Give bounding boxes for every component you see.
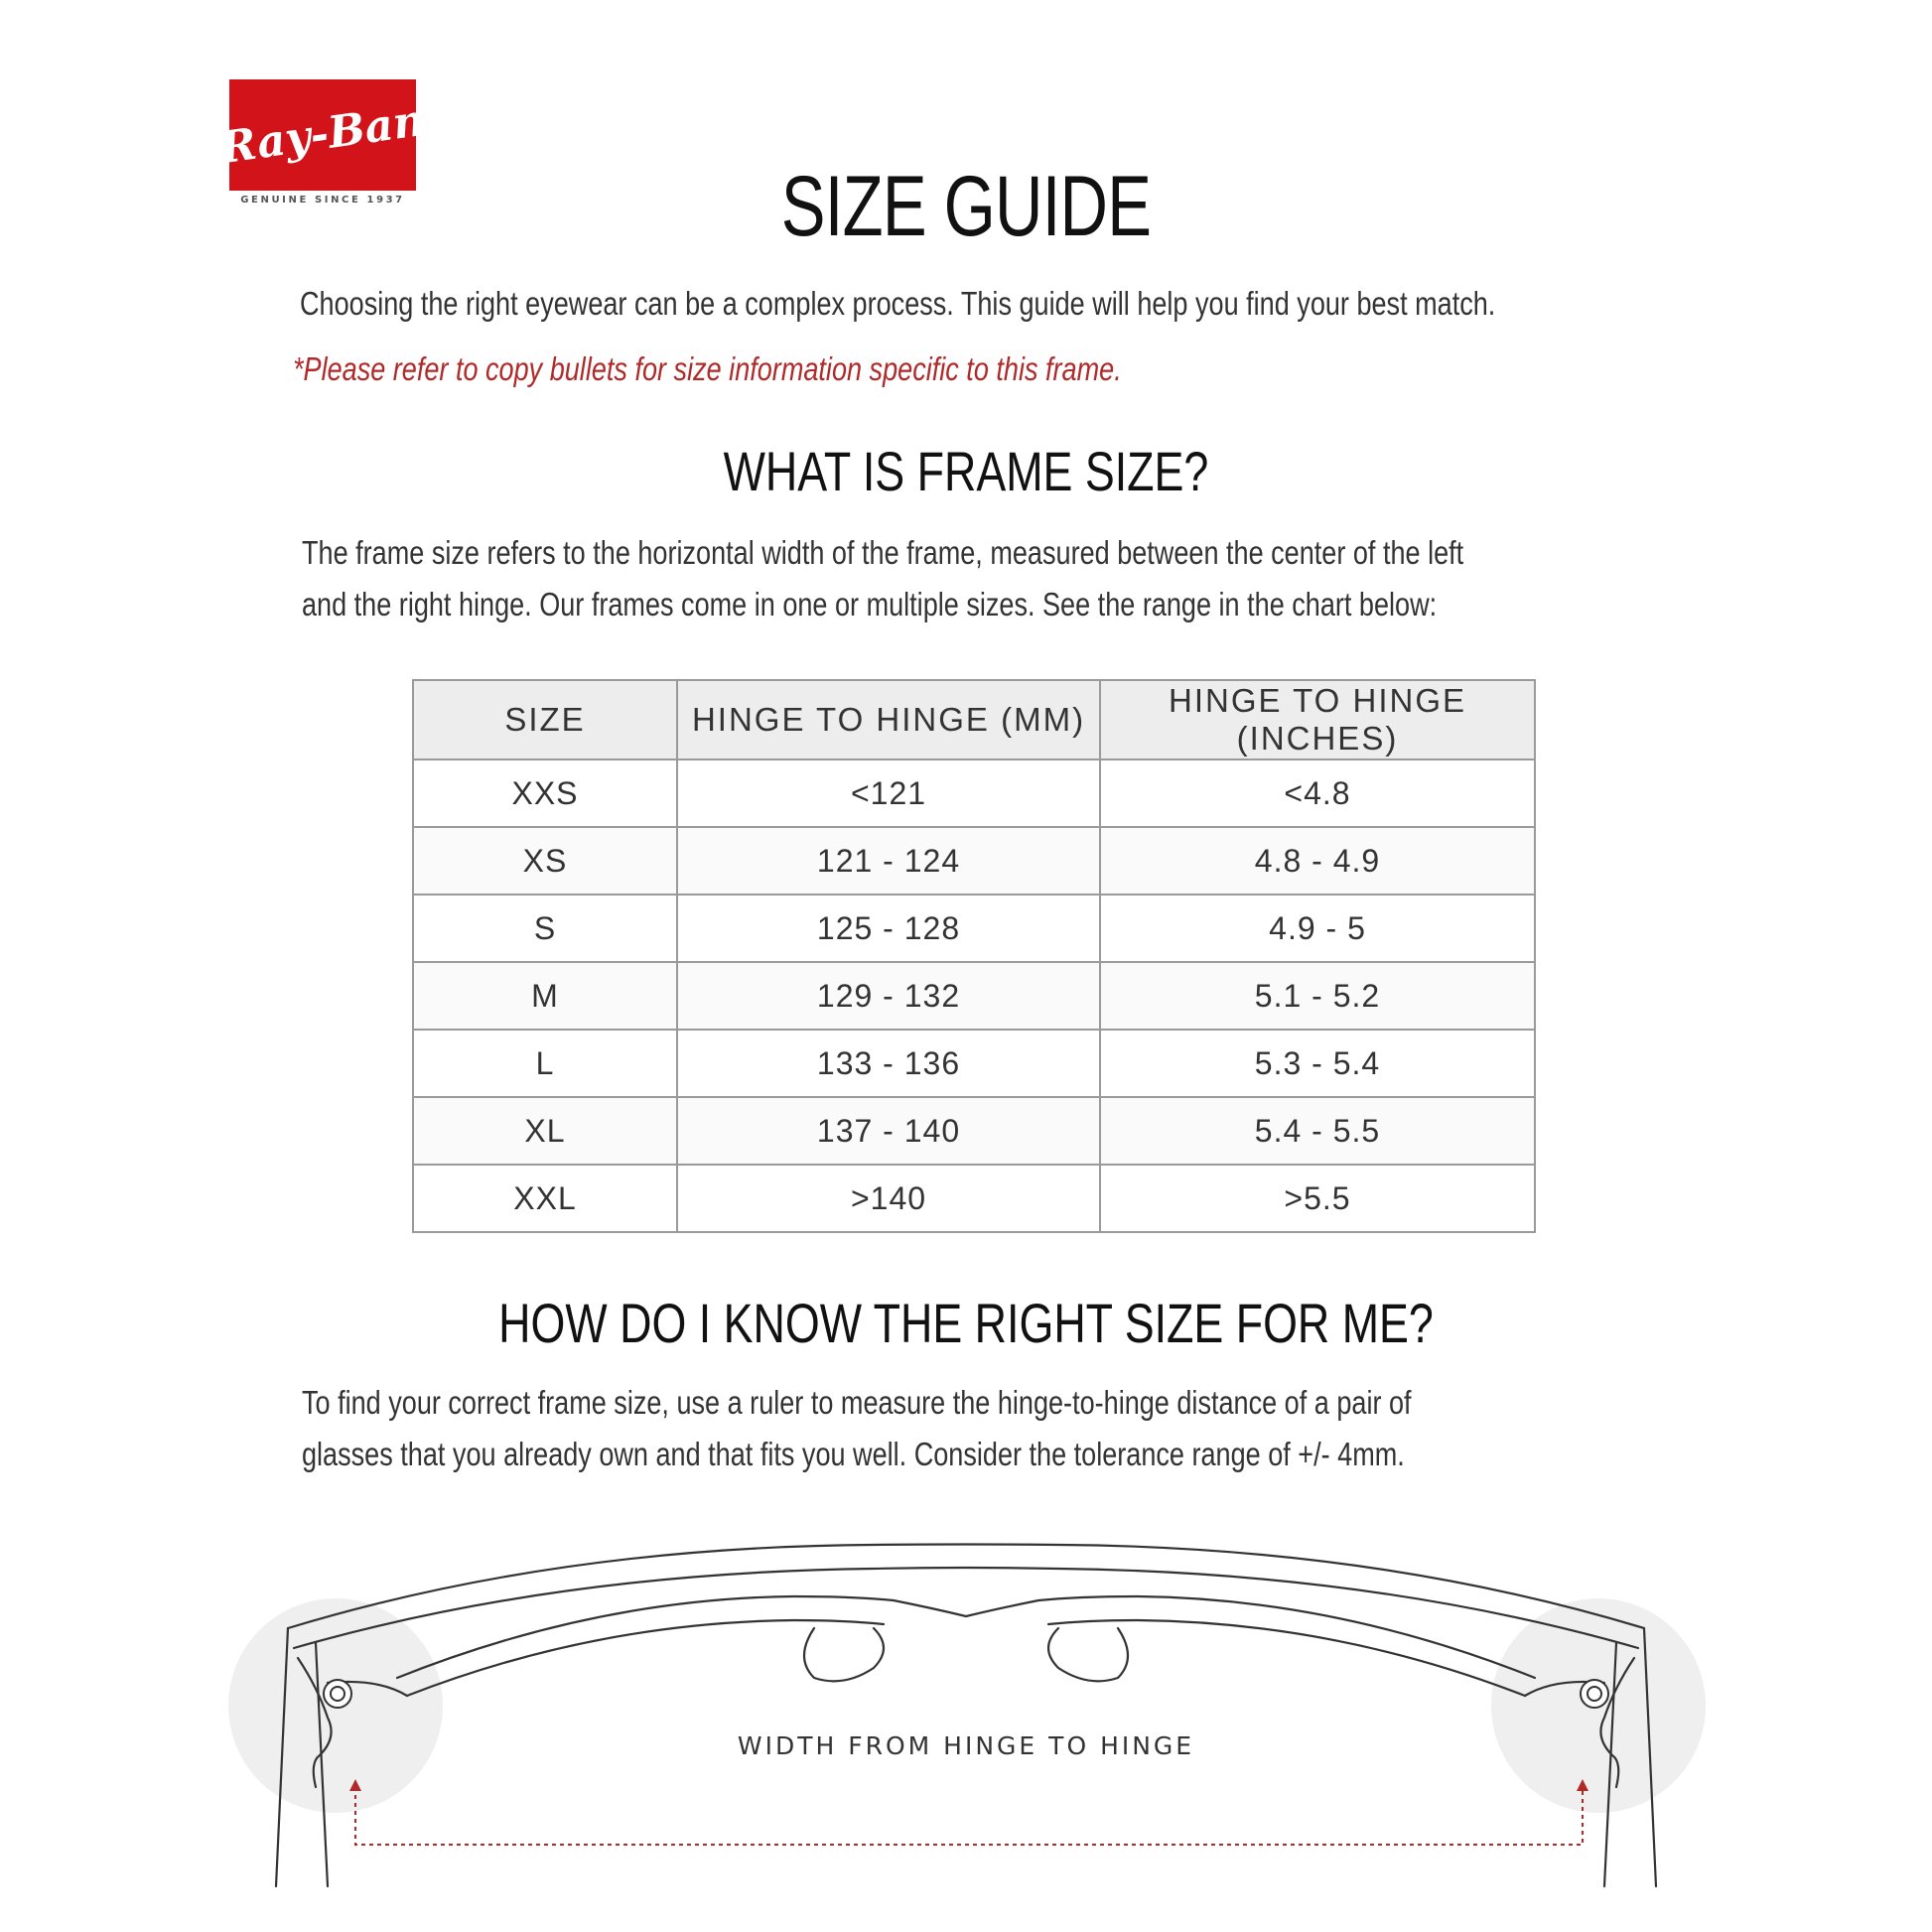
glasses-diagram <box>0 1489 1932 1886</box>
cell-mm: >140 <box>677 1165 1100 1232</box>
cell-mm: 133 - 136 <box>677 1030 1100 1097</box>
page-title: SIZE GUIDE <box>780 159 1152 254</box>
cell-size: XS <box>413 827 677 895</box>
cell-size: XXS <box>413 759 677 827</box>
size-table <box>412 679 1536 1233</box>
cell-mm: 121 - 124 <box>677 827 1100 895</box>
cell-mm: 137 - 140 <box>677 1097 1100 1165</box>
header-mm: HINGE TO HINGE (MM) <box>677 680 1100 759</box>
right-size-heading: HOW DO I KNOW THE RIGHT SIZE FOR ME? <box>498 1292 1434 1354</box>
cell-inches: 4.8 - 4.9 <box>1100 827 1535 895</box>
glasses-frame-outline <box>276 1545 1656 1887</box>
cell-inches: 4.9 - 5 <box>1100 895 1535 962</box>
right-size-description-line: To find your correct frame size, use a ruler to measure the hinge-to-hinge distance of a pair of <box>302 1384 1412 1421</box>
header-size: SIZE <box>413 680 677 759</box>
cell-inches: 5.3 - 5.4 <box>1100 1030 1535 1097</box>
table-row <box>413 759 1535 827</box>
cell-inches: >5.5 <box>1100 1165 1535 1232</box>
cell-size: L <box>413 1030 677 1097</box>
frame-size-description-line: and the right hinge. Our frames come in one or multiple sizes. See the range in the chart below: <box>302 586 1438 622</box>
right-size-description-line: glasses that you already own and that fits you well. Consider the tolerance range of +/- 4mm. <box>302 1436 1405 1472</box>
logo-tagline: GENUINE SINCE 1937 <box>240 195 405 206</box>
header-inches: HINGE TO HINGE (INCHES) <box>1100 680 1535 759</box>
frame-size-description <box>302 527 1463 630</box>
right-hinge-screw <box>1581 1680 1608 1708</box>
diagram-label: WIDTH FROM HINGE TO HINGE <box>737 1731 1195 1760</box>
table-row <box>413 827 1535 895</box>
cell-inches: <4.8 <box>1100 759 1535 827</box>
cell-mm: 125 - 128 <box>677 895 1100 962</box>
table-row <box>413 962 1535 1030</box>
size-note: *Please refer to copy bullets for size information specific to this frame. <box>293 350 1122 387</box>
table-header-row <box>413 680 1535 759</box>
table-row <box>413 1030 1535 1097</box>
table-row <box>413 1165 1535 1232</box>
cell-size: XXL <box>413 1165 677 1232</box>
cell-size: S <box>413 895 677 962</box>
frame-size-heading: WHAT IS FRAME SIZE? <box>723 440 1209 502</box>
left-hinge-screw <box>324 1680 351 1708</box>
table-row <box>413 895 1535 962</box>
intro-text: Choosing the right eyewear can be a complex process. This guide will help you find your best match. <box>300 285 1496 322</box>
cell-size: M <box>413 962 677 1030</box>
cell-mm: 129 - 132 <box>677 962 1100 1030</box>
measurement-line <box>355 1787 1583 1845</box>
cell-size: XL <box>413 1097 677 1165</box>
cell-inches: 5.1 - 5.2 <box>1100 962 1535 1030</box>
cell-inches: 5.4 - 5.5 <box>1100 1097 1535 1165</box>
right-size-description <box>302 1377 1412 1480</box>
cell-mm: <121 <box>677 759 1100 827</box>
logo-text: Ray-Ban <box>216 94 428 175</box>
frame-size-description-line: The frame size refers to the horizontal width of the frame, measured between the center of the left <box>302 534 1464 571</box>
table-row <box>413 1097 1535 1165</box>
